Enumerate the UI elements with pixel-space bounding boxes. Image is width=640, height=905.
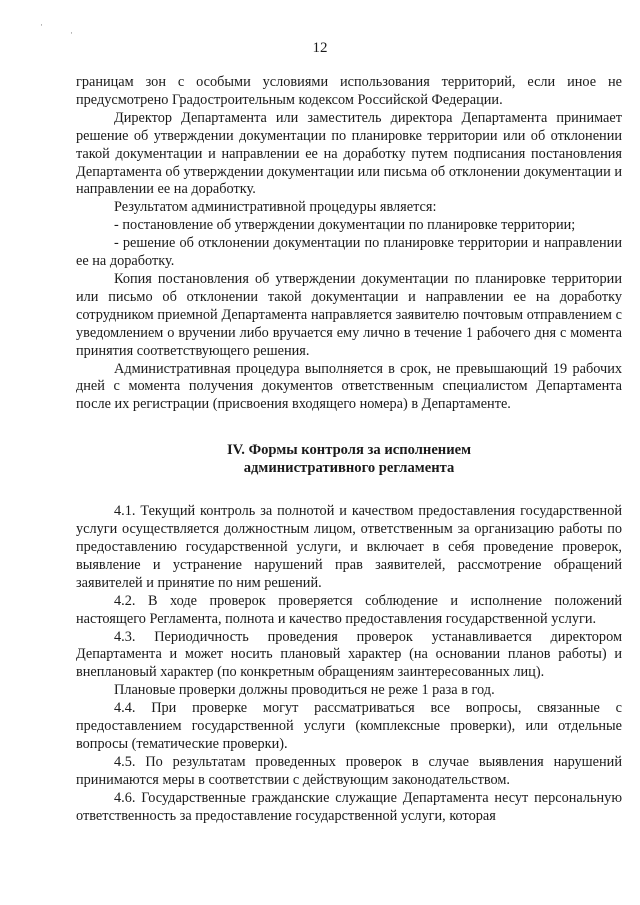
paragraphs-top bbox=[76, 74, 622, 414]
section-heading-line-2: административного регламента bbox=[243, 460, 455, 477]
paragraph: - решение об отклонении документации по планировке территории и направлении ее на доработку. bbox=[76, 235, 622, 270]
paragraphs-bottom bbox=[76, 503, 622, 825]
paragraph: Административная процедура выполняется в срок, не превышающий 19 рабочих дней с момента получения документов ответственным специалистом Департамента после их регистрации (присвоения входящего номера) в Департаменте. bbox=[76, 360, 622, 413]
paragraph: 4.2. В ходе проверок проверяется соблюдение и исполнение положений настоящего Регламента, полнота и качество предоставления государственной услуги. bbox=[76, 592, 622, 627]
paragraph: Плановые проверки должны проводиться не реже 1 раза в год. bbox=[114, 682, 495, 699]
paragraph: 4.3. Периодичность проведения проверок устанавливается директором Департамента и может носить плановый характер (на основании планов работы) и внеплановый характер (по конкретным обращениям заинтересованных лиц). bbox=[76, 628, 622, 681]
section-heading bbox=[76, 441, 622, 477]
paragraph: - постановление об утверждении документации по планировке территории; bbox=[114, 217, 576, 234]
section-heading-line-1: IV. Формы контроля за исполнением bbox=[226, 442, 472, 459]
paragraph: 4.5. По результатам проведенных проверок в случае выявления нарушений принимаются меры в соответствии с действующим законодательством. bbox=[76, 753, 622, 788]
paragraph: 4.1. Текущий контроль за полнотой и качеством предоставления государственной услуги осуществляется должностным лицом, ответственным за организацию работы по предоставлению государственной услуги, и включает в себя проведение проверок, выявление и устранение нарушений прав заявителей, рассмотрение обращений заявителей и принятие по ним решений. bbox=[76, 503, 622, 591]
paragraph: Копия постановления об утверждении документации по планировке территории или письмо об отклонении такой документации и направлении ее на доработку сотрудником приемной Департамента направляется заявителю почтовым отправлением с уведомлением о вручении либо вручается ему лично в течение 1 рабочего дня с момента принятия соответствующего решения. bbox=[76, 270, 622, 359]
paragraph: Директор Департамента или заместитель директора Департамента принимает решение об утверждении документации по планировке территории или об отклонении такой документации и направлении ее на доработку путем подписания постановления Департамента об утверждении документации или письма об отклонении документации и направлении ее на доработку. bbox=[76, 109, 622, 198]
paragraph: Результатом административной процедуры является: bbox=[114, 199, 437, 216]
page-number: 12 bbox=[312, 40, 328, 56]
paragraph: границам зон с особыми условиями использования территорий, если иное не предусмотрено Градостроительным кодексом Российской Федерации. bbox=[76, 74, 622, 108]
document-body bbox=[76, 74, 622, 826]
paragraph: 4.4. При проверке могут рассматриваться все вопросы, связанные с предоставлением государственной услуги (комплексные проверки), или отдельные вопросы (тематические проверки). bbox=[76, 700, 622, 752]
scan-speck: · bbox=[40, 20, 43, 30]
scan-speck: · bbox=[70, 28, 73, 38]
paragraph: 4.6. Государственные гражданские служащие Департамента несут персональную ответственность за предоставление государственной услуги, которая bbox=[76, 789, 622, 824]
